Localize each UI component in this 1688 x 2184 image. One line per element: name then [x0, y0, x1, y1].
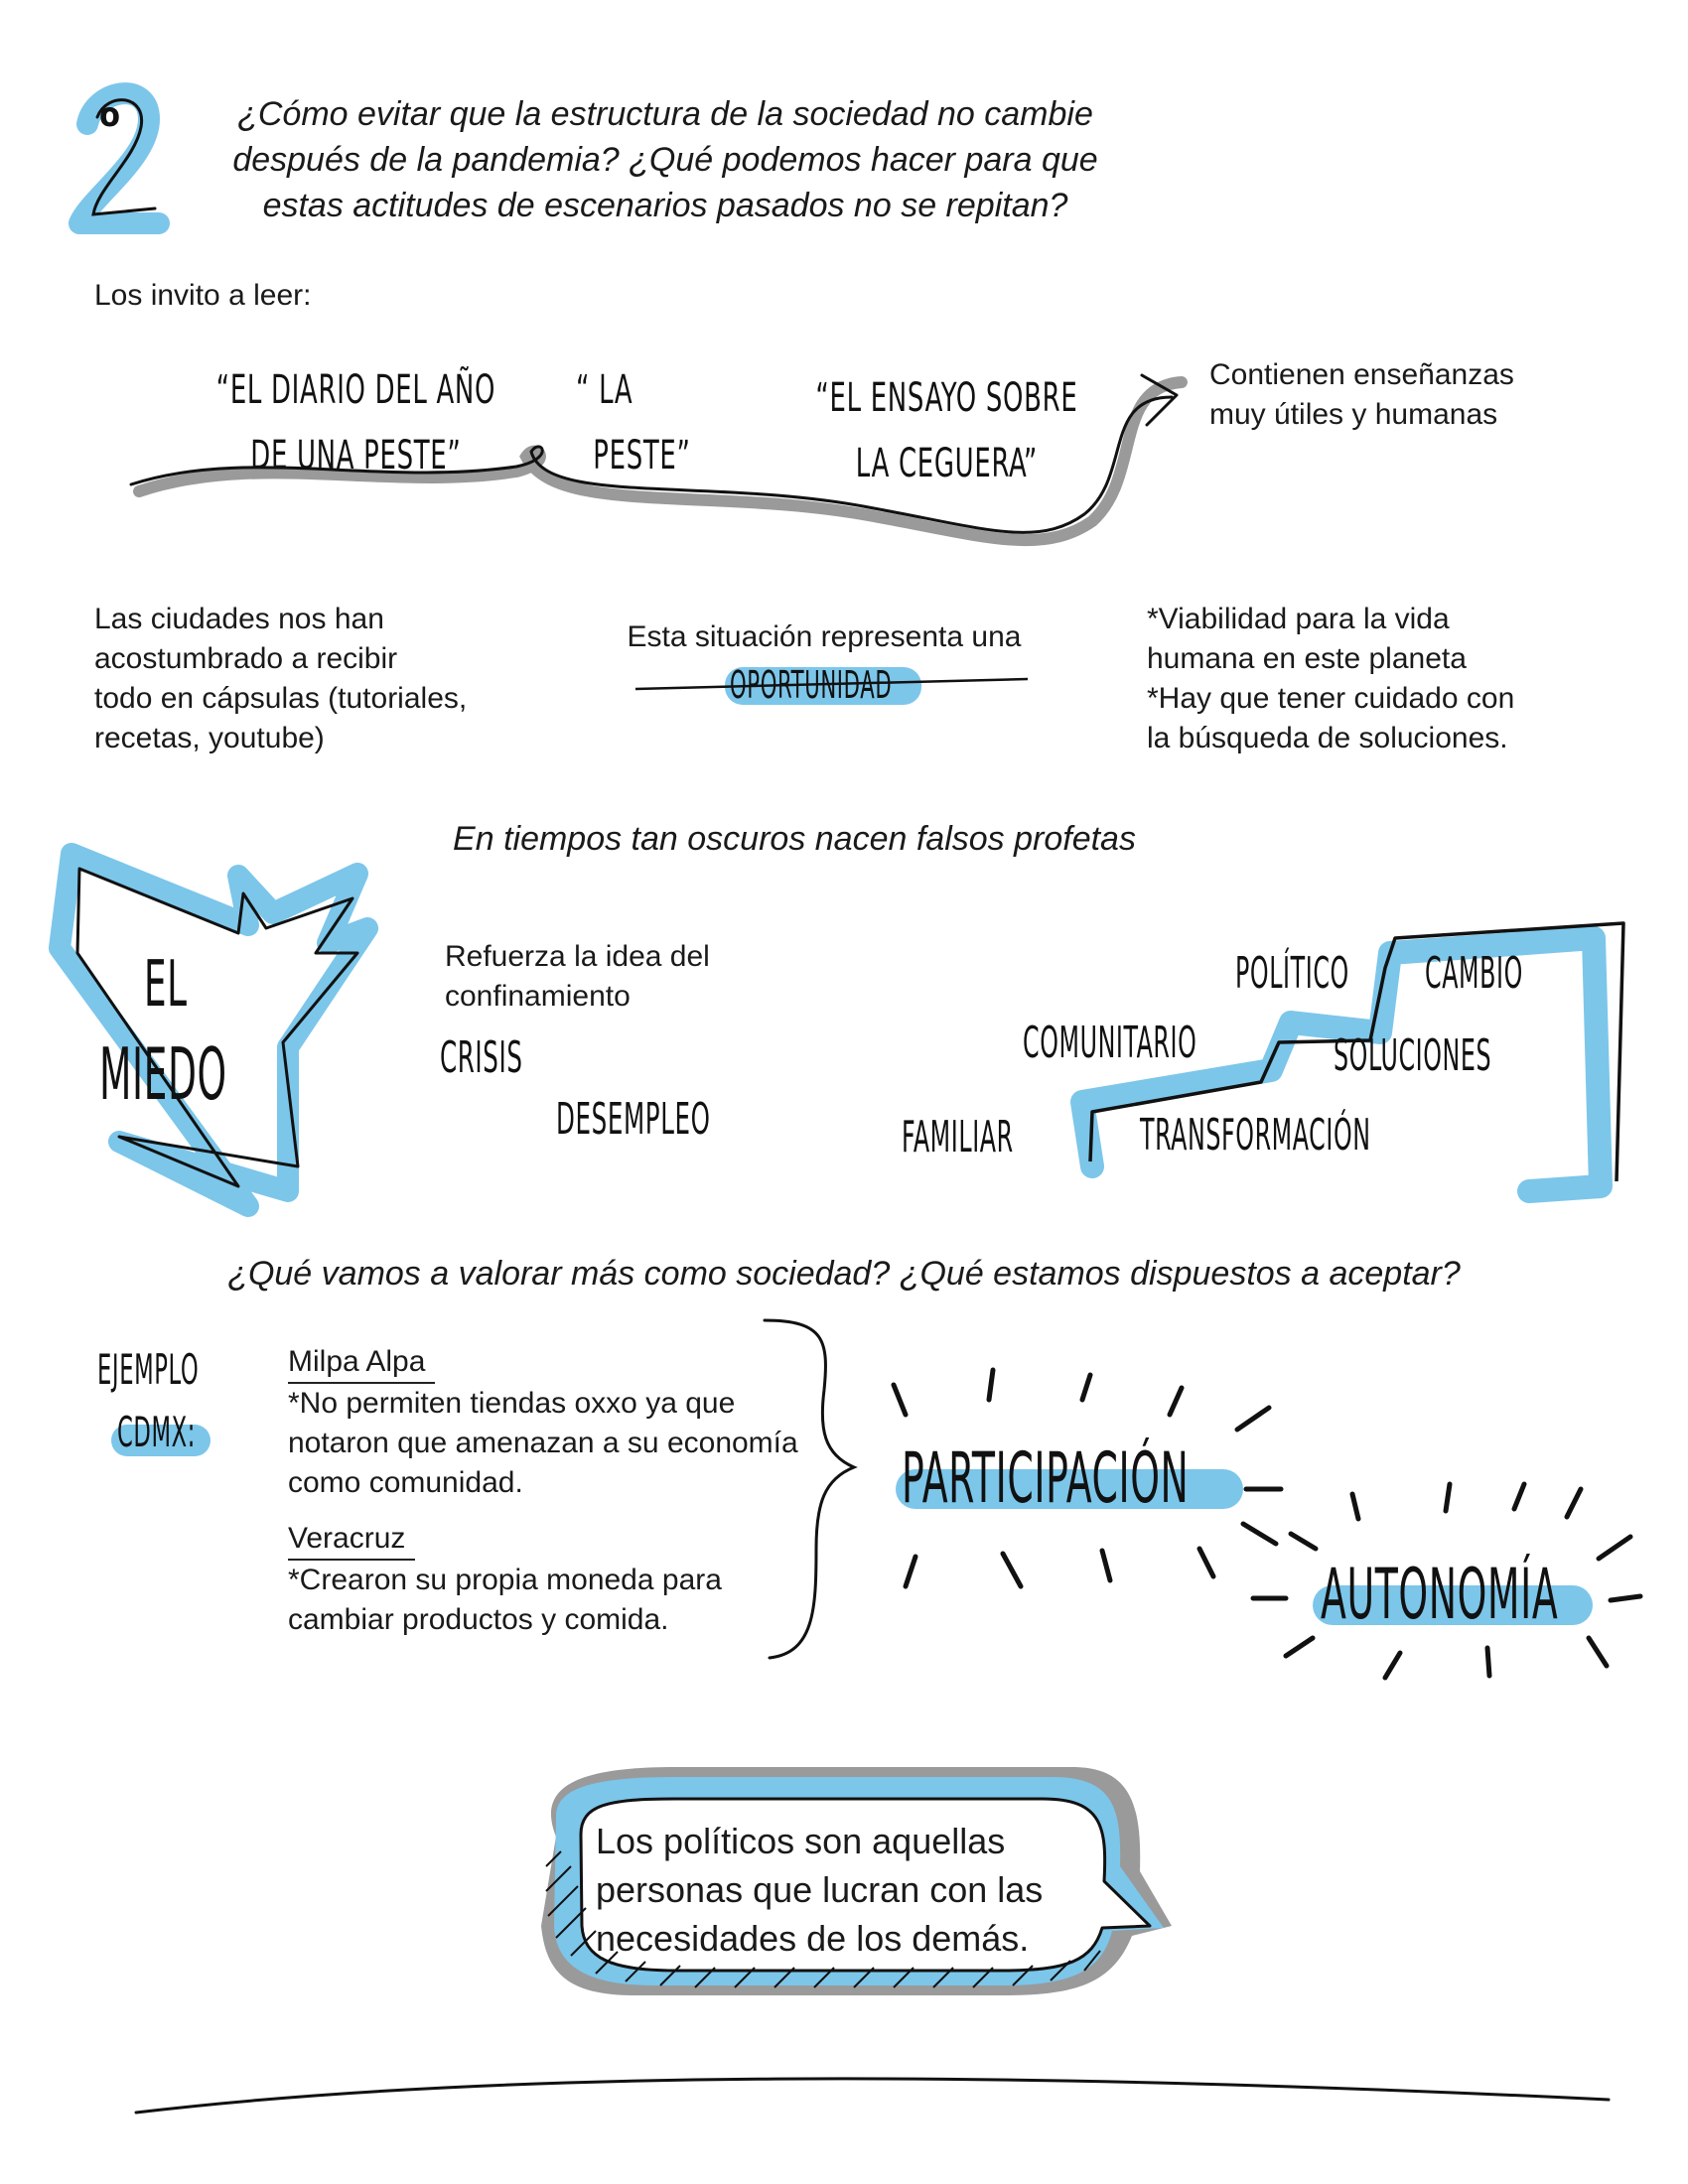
prophets-heading: En tiempos tan oscuros nacen falsos profetas — [453, 820, 1136, 858]
book-title-line: DE UNA PESTE” — [250, 433, 462, 478]
stair-transformacion: TRANSFORMACIÓN — [1140, 1110, 1371, 1160]
question-line: ¿Cómo evitar que la estructura de la sociedad no cambie — [237, 95, 1093, 133]
viability-note-line: *Hay que tener cuidado con — [1147, 682, 1515, 715]
reinforce-note-line: Refuerza la idea del — [445, 940, 710, 973]
stair-soluciones: SOLUCIONES — [1334, 1030, 1492, 1081]
crisis-word: CRISIS — [440, 1032, 523, 1083]
stair-cambio: CAMBIO — [1425, 948, 1523, 999]
place-veracruz-title: Veracruz — [288, 1519, 415, 1561]
main-question — [189, 91, 1142, 228]
participacion-word: PARTICIPACIÓN — [902, 1437, 1190, 1519]
viability-note-line: humana en este planeta — [1147, 642, 1467, 675]
place-milpa-line: *No permiten tiendas oxxo ya que — [288, 1387, 736, 1420]
bubble-text-line: personas que lucran con las — [596, 1869, 1044, 1910]
example-milpa — [288, 1342, 798, 1503]
book-title-line: “EL DIARIO DEL AÑO — [215, 367, 496, 413]
place-veracruz-line: *Crearon su propia moneda para — [288, 1564, 722, 1596]
question-line: después de la pandemia? ¿Qué podemos hacer para que — [232, 141, 1098, 179]
unemployment-word: DESEMPLEO — [556, 1094, 711, 1145]
example-cdmx: CDMX: — [117, 1408, 197, 1456]
place-veracruz-line: cambiar productos y comida. — [288, 1603, 669, 1636]
reinforce-note-line: confinamiento — [445, 980, 631, 1013]
cities-note-line: todo en cápsulas (tutoriales, — [94, 682, 468, 715]
ordinal-superscript: o — [99, 95, 122, 135]
bottom-line — [136, 2079, 1609, 2113]
bubble-text-line: necesidades de los demás. — [596, 1918, 1030, 1959]
fear-word-el: EL — [144, 948, 188, 1022]
stair-familiar: FAMILIAR — [902, 1112, 1014, 1162]
society-heading: ¿Qué vamos a valorar más como sociedad? ¿Qué estamos dispuestos a aceptar? — [227, 1255, 1461, 1293]
bubble-text-line: Los políticos son aquellas — [596, 1821, 1006, 1861]
cities-note-line: Las ciudades nos han — [94, 603, 384, 635]
reading-note — [1209, 355, 1514, 435]
book-title-line: “EL ENSAYO SOBRE — [815, 375, 1078, 421]
viability-note-line: la búsqueda de soluciones. — [1147, 722, 1508, 754]
stair-politico: POLÍTICO — [1235, 948, 1349, 999]
place-milpa-line: notaron que amenazan a su economía — [288, 1427, 798, 1459]
book-peste — [576, 357, 690, 488]
oportunidad-word: OPORTUNIDAD — [730, 663, 893, 707]
viability-note-line: *Viabilidad para la vida — [1147, 603, 1450, 635]
viability-note — [1147, 600, 1514, 758]
book-diario — [199, 357, 513, 488]
reinforce-note — [445, 937, 710, 1017]
autonomia-word: AUTONOMÍA — [1321, 1554, 1559, 1635]
stair-comunitario: COMUNITARIO — [1023, 1018, 1197, 1068]
cities-note-line: recetas, youtube) — [94, 722, 325, 754]
example-veracruz — [288, 1519, 722, 1640]
situation-text: Esta situación representa una — [627, 620, 1022, 653]
place-milpa-line: como comunidad. — [288, 1466, 523, 1499]
reading-intro: Los invito a leer: — [94, 279, 312, 312]
cities-note-line: acostumbrado a recibir — [94, 642, 398, 675]
book-ceguera — [789, 365, 1104, 496]
example-label: EJEMPLO — [97, 1345, 200, 1394]
place-milpa-title: Milpa Alpa — [288, 1342, 435, 1384]
book-title-line: “ LA — [576, 367, 633, 413]
reading-note-line: muy útiles y humanas — [1209, 398, 1498, 431]
reading-note-line: Contienen enseñanzas — [1209, 358, 1514, 391]
bubble-text — [596, 1817, 1043, 1963]
book-title-line: PESTE” — [593, 433, 691, 478]
question-line: estas actitudes de escenarios pasados no se repitan? — [262, 187, 1068, 224]
fear-word-miedo: MIEDO — [99, 1032, 227, 1116]
cities-note — [94, 600, 467, 758]
book-title-line: LA CEGUERA” — [855, 441, 1039, 486]
